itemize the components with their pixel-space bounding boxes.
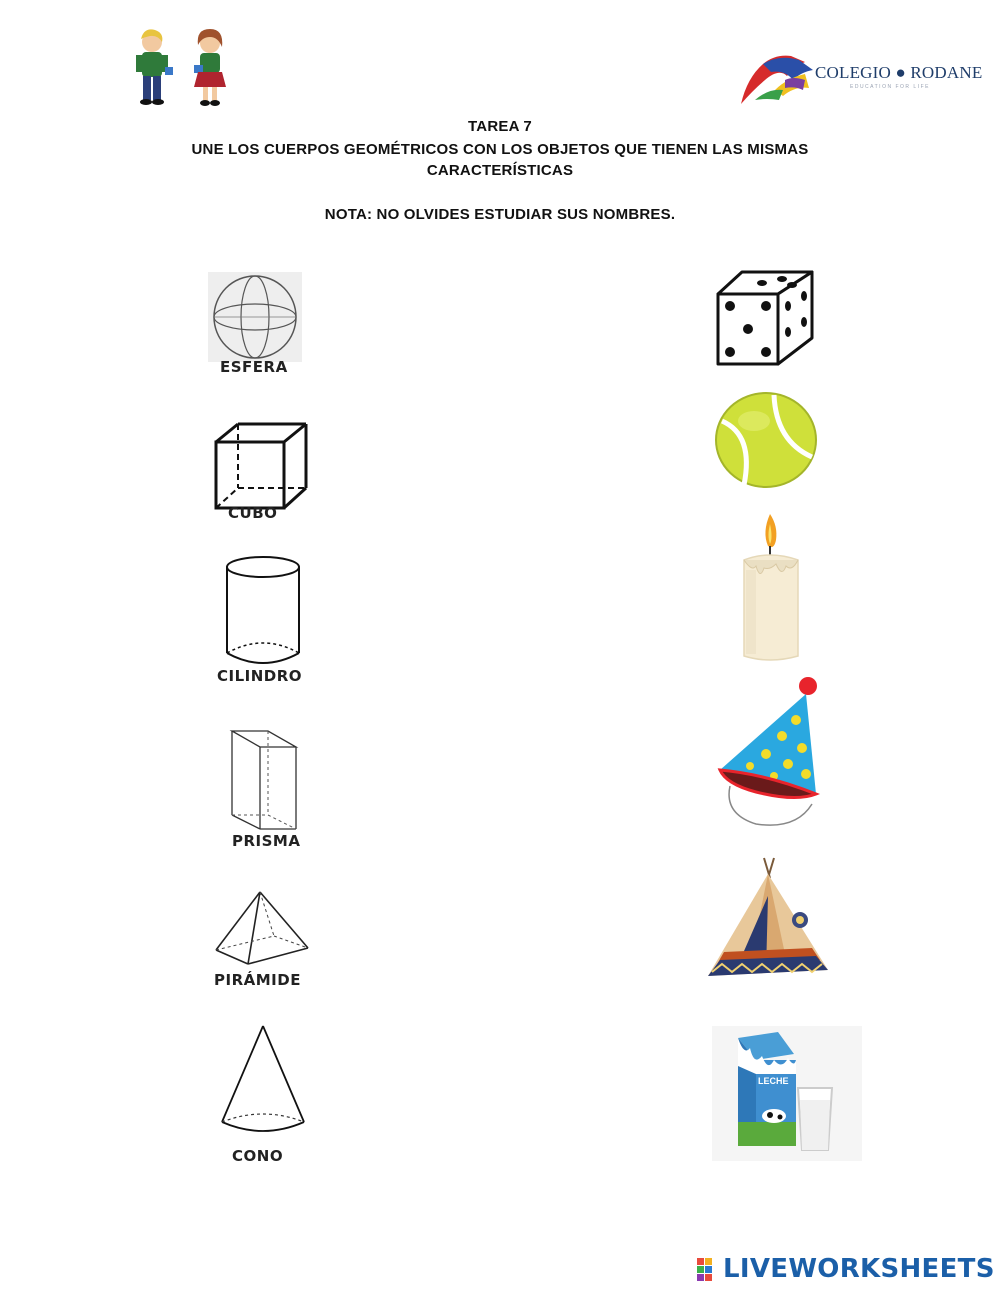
liveworksheets-brand: LIVEWORKSHEETS	[723, 1254, 995, 1284]
kids-illustration	[120, 25, 240, 110]
cone-icon	[218, 1022, 308, 1138]
task-title: TAREA 7	[468, 118, 532, 135]
liveworksheets-icon	[697, 1258, 721, 1286]
prism-icon	[228, 727, 300, 833]
cylinder-icon	[222, 553, 304, 668]
label-piramide: PIRÁMIDE	[214, 971, 301, 989]
dice-image	[712, 266, 818, 370]
party-hat-image	[716, 674, 820, 832]
tennis-ball-image	[714, 391, 818, 489]
sphere-icon	[208, 272, 302, 362]
milk-label: LECHE	[758, 1076, 789, 1086]
cube-icon	[212, 420, 312, 512]
instruction-line-2: CARACTERÍSTICAS	[426, 162, 574, 179]
liveworksheets-logo	[697, 1254, 997, 1286]
pyramid-icon	[212, 888, 312, 968]
label-esfera: ESFERA	[220, 358, 288, 376]
logo-name: COLEGIO ● RODANE	[815, 63, 983, 82]
label-cilindro: CILINDRO	[217, 667, 303, 685]
teepee-image	[704, 856, 832, 982]
instruction-line-1: UNE LOS CUERPOS GEOMÉTRICOS CON LOS OBJETOS QUE TIENEN LAS MISMAS	[191, 141, 809, 158]
milk-carton-image	[712, 1026, 862, 1161]
label-cono: CONO	[232, 1147, 284, 1165]
logo-tagline: EDUCATION FOR LIFE	[850, 84, 930, 90]
label-cubo: CUBO	[228, 504, 278, 522]
note-text: NOTA: NO OLVIDES ESTUDIAR SUS NOMBRES.	[324, 206, 676, 223]
school-logo	[735, 50, 983, 110]
candle-image	[740, 510, 802, 665]
label-prisma: PRISMA	[232, 832, 301, 850]
